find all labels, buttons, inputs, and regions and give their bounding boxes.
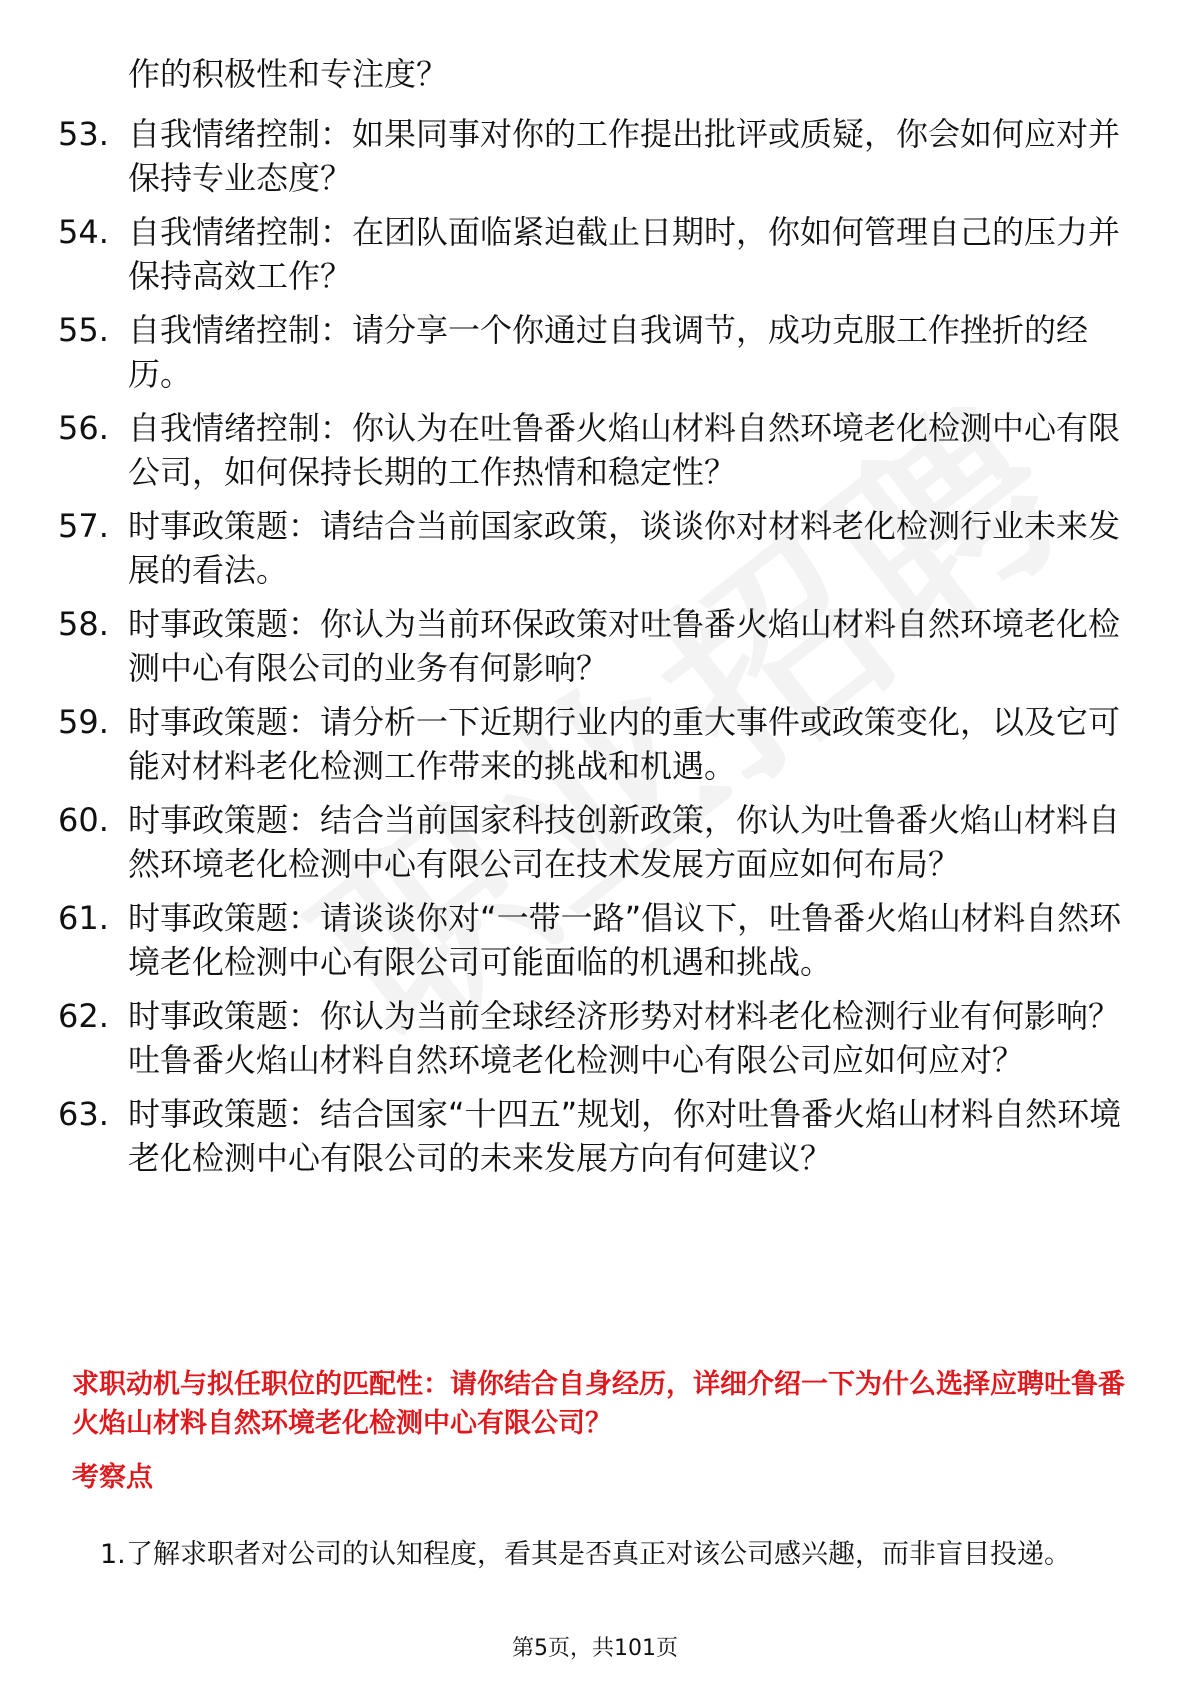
question-text: 自我情绪控制：在团队面临紧迫截止日期时，你如何管理自己的压力并保持高效工作？ <box>128 213 1121 295</box>
assessment-points-heading: 考察点 <box>72 1462 153 1493</box>
question-text: 时事政策题：请分析一下近期行业内的重大事件或政策变化，以及它可能对材料老化检测工作带来的挑战和机遇。 <box>128 703 1121 785</box>
question-text: 时事政策题：结合当前国家科技创新政策，你认为吐鲁番火焰山材料自然环境老化检测中心有限公司在技术发展方面应如何布局？ <box>128 801 1121 883</box>
question-number: 61. <box>58 899 109 937</box>
point-text: 了解求职者对公司的认知程度，看其是否真正对该公司感兴趣，而非盲目投递。 <box>126 1539 1071 1570</box>
question-text: 自我情绪控制：你认为在吐鲁番火焰山材料自然环境老化检测中心有限公司，如何保持长期的工作热情和稳定性？ <box>128 409 1121 491</box>
question-item <box>58 210 1138 298</box>
question-number: 53. <box>58 115 109 153</box>
question-text: 时事政策题：请谈谈你对“一带一路”倡议下，吐鲁番火焰山材料自然环境老化检测中心有限公司可能面临的机遇和挑战。 <box>128 899 1122 981</box>
question-item <box>58 308 1138 396</box>
question-text: 自我情绪控制：请分享一个你通过自我调节，成功克服工作挫折的经历。 <box>128 311 1089 393</box>
question-item <box>58 406 1138 494</box>
question-number: 60. <box>58 801 109 839</box>
question-item <box>58 112 1138 200</box>
question-number: 62. <box>58 997 109 1035</box>
question-text: 时事政策题：请结合当前国家政策，谈谈你对材料老化检测行业未来发展的看法。 <box>128 507 1121 589</box>
question-text: 时事政策题：你认为当前全球经济形势对材料老化检测行业有何影响？吐鲁番火焰山材料自然环境老化检测中心有限公司应如何应对？ <box>128 997 1121 1079</box>
question-number: 56. <box>58 409 109 447</box>
question-item <box>58 1092 1138 1180</box>
question-item <box>58 896 1138 984</box>
continued-question-text: 作的积极性和专注度？ <box>128 55 449 93</box>
question-item <box>58 994 1138 1082</box>
question-text: 时事政策题：你认为当前环保政策对吐鲁番火焰山材料自然环境老化检测中心有限公司的业务有何影响？ <box>128 605 1121 687</box>
question-number: 57. <box>58 507 109 545</box>
page-footer: 第5页，共101页 <box>512 1636 678 1661</box>
question-number: 55. <box>58 311 109 349</box>
assessment-point <box>100 1520 1100 1590</box>
question-list <box>58 112 1138 1190</box>
question-item <box>58 700 1138 788</box>
question-text: 时事政策题：结合国家“十四五”规划，你对吐鲁番火焰山材料自然环境老化检测中心有限公司的未来发展方向有何建议？ <box>128 1095 1122 1177</box>
section-heading: 求职动机与拟任职位的匹配性：请你结合自身经历，详细介绍一下为什么选择应聘吐鲁番火焰山材料自然环境老化检测中心有限公司？ <box>72 1369 1125 1439</box>
question-number: 54. <box>58 213 109 251</box>
question-number: 63. <box>58 1095 109 1133</box>
question-item <box>58 504 1138 592</box>
point-number: 1. <box>100 1539 126 1570</box>
question-text: 自我情绪控制：如果同事对你的工作提出批评或质疑，你会如何应对并保持专业态度？ <box>128 115 1121 197</box>
question-number: 59. <box>58 703 109 741</box>
question-item <box>58 602 1138 690</box>
question-number: 58. <box>58 605 109 643</box>
question-item <box>58 798 1138 886</box>
